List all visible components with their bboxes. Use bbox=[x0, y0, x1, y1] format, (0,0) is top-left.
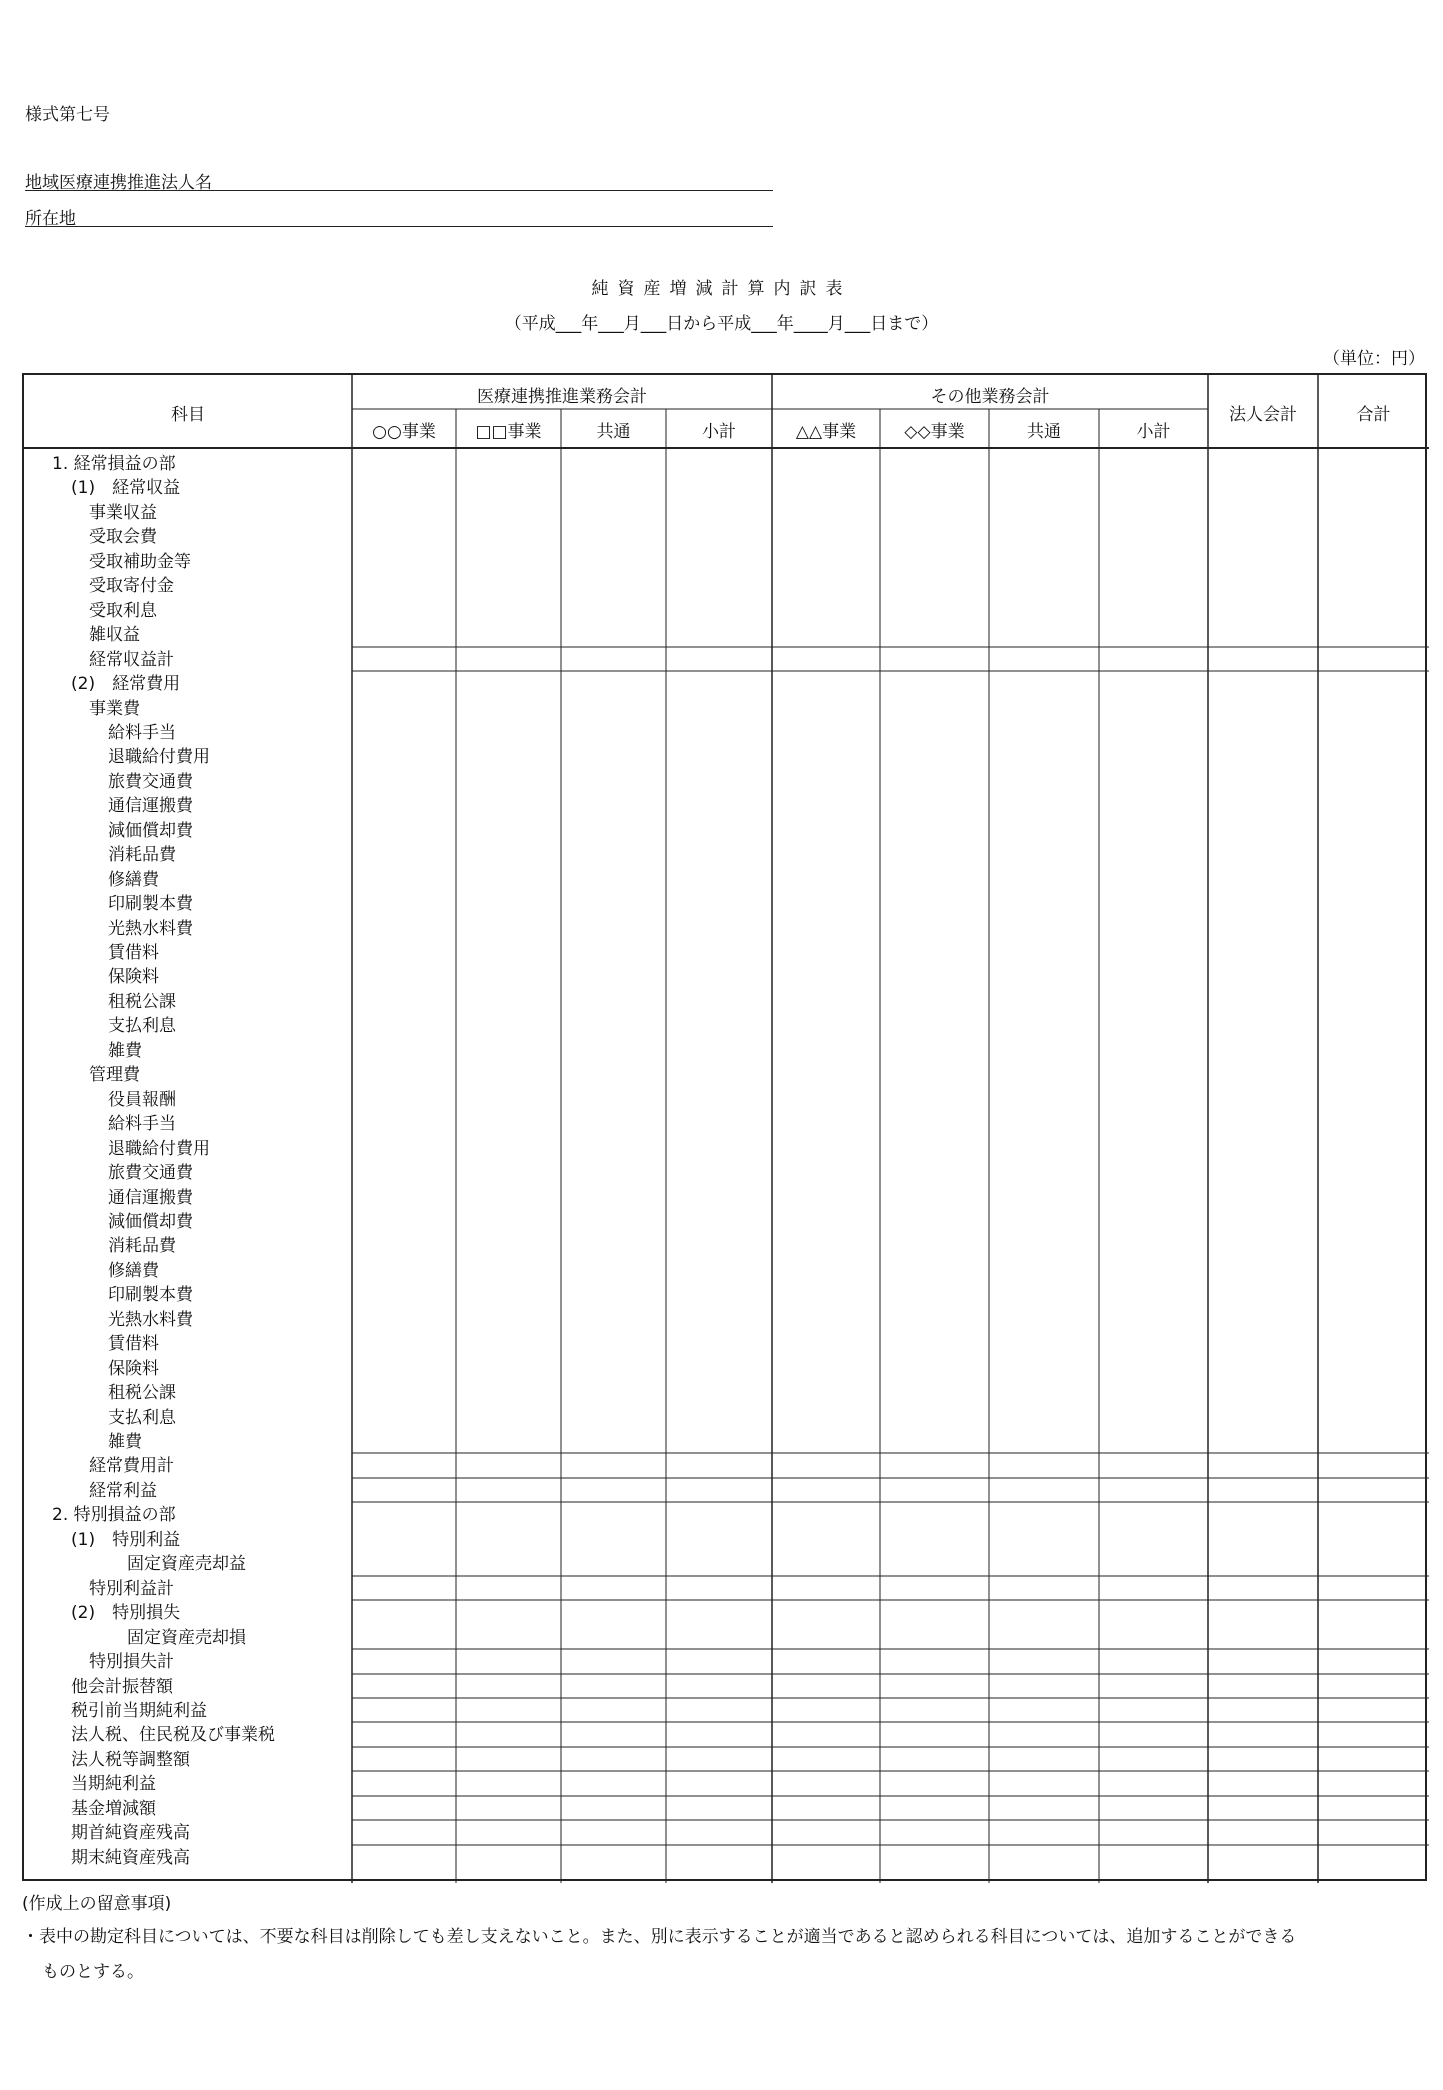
subject-row-label: 2. 特別損益の部 bbox=[52, 1505, 176, 1526]
subject-row-label: 雑費 bbox=[108, 1432, 142, 1452]
subject-row-label: 期首純資産残高 bbox=[71, 1823, 190, 1844]
subject-row-label: 経常収益計 bbox=[89, 649, 174, 670]
subject-row-label: 印刷製本費 bbox=[108, 1285, 193, 1306]
subject-row-label: (1) 経常収益 bbox=[71, 478, 181, 499]
document-title: 純資産増減計算内訳表 bbox=[591, 279, 852, 299]
subject-row-label: 期末純資産残高 bbox=[71, 1847, 190, 1868]
subject-row-label: 受取利息 bbox=[89, 600, 157, 621]
subject-row-label: 雑収益 bbox=[89, 625, 140, 646]
notes-text-line-2: ものとする。 bbox=[42, 1962, 144, 1982]
subject-row-label: 固定資産売却損 bbox=[127, 1627, 246, 1648]
subject-row-label: (2) 特別損失 bbox=[71, 1603, 181, 1624]
form-number: 様式第七号 bbox=[25, 105, 110, 125]
subject-row-label: 受取寄付金 bbox=[89, 576, 174, 597]
subject-row-label: 法人税、住民税及び事業税 bbox=[71, 1725, 275, 1746]
subject-row-label: 印刷製本費 bbox=[108, 894, 193, 915]
subject-row-label: 保険料 bbox=[108, 967, 159, 988]
subject-row-label: 旅費交通費 bbox=[108, 1163, 193, 1184]
subject-row-label: 経常利益 bbox=[89, 1480, 157, 1501]
subject-row-label: 経常費用計 bbox=[89, 1456, 174, 1477]
subject-row-label: 給料手当 bbox=[108, 1114, 176, 1135]
col-header-medical-common: 共通 bbox=[596, 422, 631, 442]
subject-row-label: 修繕費 bbox=[108, 1260, 159, 1281]
subject-row-label: 退職給付費用 bbox=[108, 1138, 210, 1159]
address-label: 所在地 bbox=[25, 209, 76, 229]
subject-row-label: 1. 経常損益の部 bbox=[52, 454, 176, 474]
col-header-medical-2: □□事業 bbox=[475, 422, 542, 442]
corporation-name-label: 地域医療連携推進法人名 bbox=[25, 173, 212, 193]
col-header-medical-1: ○○事業 bbox=[372, 422, 436, 442]
subject-row-label: 支払利息 bbox=[108, 1407, 176, 1428]
subject-row-label: 受取補助金等 bbox=[89, 551, 191, 572]
subject-header: 科目 bbox=[171, 405, 205, 425]
subject-row-label: 受取会費 bbox=[89, 527, 157, 548]
subject-row-label: 管理費 bbox=[89, 1065, 140, 1086]
group-header-medical: 医療連携推進業務会計 bbox=[477, 387, 647, 407]
subject-row-label: 通信運搬費 bbox=[108, 1187, 193, 1208]
subject-row-label: 減価償却費 bbox=[108, 820, 193, 841]
col-header-other-common: 共通 bbox=[1027, 422, 1061, 442]
subject-row-label: 特別利益計 bbox=[89, 1578, 174, 1599]
subject-row-label: 光熱水料費 bbox=[108, 1309, 193, 1330]
col-header-other-1: △△事業 bbox=[795, 422, 857, 442]
subject-row-label: 光熱水料費 bbox=[108, 918, 193, 939]
subject-row-label: 支払利息 bbox=[108, 1016, 176, 1037]
address-field-line[interactable] bbox=[25, 226, 773, 227]
period-statement: （平成___年___月___日から平成___年____月___日まで） bbox=[504, 314, 939, 334]
subject-row-label: 固定資産売却益 bbox=[127, 1554, 246, 1575]
col-header-other-subtotal: 小計 bbox=[1136, 422, 1171, 442]
subject-row-label: 他会計振替額 bbox=[71, 1676, 173, 1697]
total-header: 合計 bbox=[1356, 405, 1391, 425]
subject-row-label: 事業費 bbox=[89, 698, 140, 719]
corporate-accounting-header: 法人会計 bbox=[1229, 405, 1297, 425]
subject-row-label: 役員報酬 bbox=[108, 1089, 176, 1110]
subject-row-label: 雑費 bbox=[108, 1040, 142, 1061]
notes-text-line-1: ・表中の勘定科目については、不要な科目は削除しても差し支えないこと。また、別に表示することが適当であると認められる科目については、追加することができる bbox=[22, 1927, 1297, 1947]
subject-row-label: 賃借料 bbox=[108, 943, 159, 963]
subject-row-label: (1) 特別利益 bbox=[71, 1529, 181, 1550]
subject-row-label: 租税公課 bbox=[108, 1383, 176, 1404]
table-grid-lines bbox=[24, 375, 1429, 1883]
subject-row-label: 保険料 bbox=[108, 1358, 159, 1379]
subject-row-label: 旅費交通費 bbox=[108, 771, 193, 792]
subject-row-label: 租税公課 bbox=[108, 991, 176, 1012]
corporation-name-field-line[interactable] bbox=[25, 190, 773, 191]
group-header-other: その他業務会計 bbox=[930, 387, 1050, 407]
subject-row-label: 法人税等調整額 bbox=[71, 1749, 190, 1770]
subject-row-label: 賃借料 bbox=[108, 1334, 159, 1355]
subject-row-label: 消耗品費 bbox=[108, 845, 176, 866]
col-header-other-2: ◇◇事業 bbox=[904, 422, 965, 442]
subject-row-label: 修繕費 bbox=[108, 869, 159, 890]
subject-row-label: 当期純利益 bbox=[71, 1774, 156, 1795]
subject-row-label: 特別損失計 bbox=[89, 1652, 174, 1673]
subject-row-label: 通信運搬費 bbox=[108, 796, 193, 817]
subject-row-label: 事業収益 bbox=[89, 502, 157, 523]
breakdown-table bbox=[22, 373, 1427, 1881]
subject-row-label: 税引前当期純利益 bbox=[71, 1700, 207, 1721]
subject-row-label: 退職給付費用 bbox=[108, 747, 210, 768]
unit-label: （単位：円） bbox=[1323, 349, 1425, 369]
subject-row-label: 給料手当 bbox=[108, 722, 176, 743]
notes-heading: (作成上の留意事項) bbox=[22, 1894, 172, 1914]
subject-row-label: (2) 経常費用 bbox=[71, 674, 181, 695]
subject-row-label: 基金増減額 bbox=[71, 1798, 156, 1819]
subject-row-label: 減価償却費 bbox=[108, 1211, 193, 1232]
subject-row-label: 消耗品費 bbox=[108, 1236, 176, 1257]
col-header-medical-subtotal: 小計 bbox=[702, 422, 736, 442]
